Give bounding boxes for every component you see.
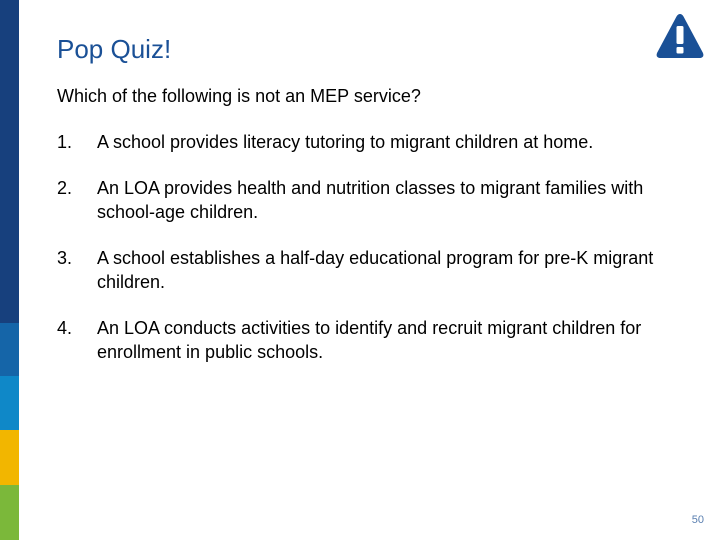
sidebar-segment-light-blue [0, 376, 19, 430]
quiz-question: Which of the following is not an MEP service? [57, 86, 421, 106]
warning-triangle-icon [655, 12, 705, 60]
sidebar-segment-navy [0, 0, 19, 323]
option-text: A school provides literacy tutoring to migrant children at home. [97, 132, 594, 152]
option-text: An LOA conducts activities to identify and recruit migrant children for enrollment in public schools. [97, 318, 642, 362]
sidebar-segment-green [0, 485, 19, 540]
option-number: 4. [57, 318, 73, 338]
sidebar-segment-blue [0, 323, 19, 376]
slide-title: Pop Quiz! [57, 34, 172, 64]
option-number: 3. [57, 248, 73, 268]
option-text: An LOA provides health and nutrition classes to migrant families with school-age children. [97, 178, 644, 222]
option-text: A school establishes a half-day educational program for pre-K migrant children. [97, 248, 654, 292]
page-number: 50 [691, 514, 704, 526]
warning-exclamation-dot [677, 47, 684, 54]
option-number: 1. [57, 132, 73, 152]
option-number: 2. [57, 178, 73, 198]
warning-exclamation-bar [677, 26, 684, 44]
sidebar-segment-yellow [0, 430, 19, 485]
sidebar-color-bar [0, 0, 19, 540]
